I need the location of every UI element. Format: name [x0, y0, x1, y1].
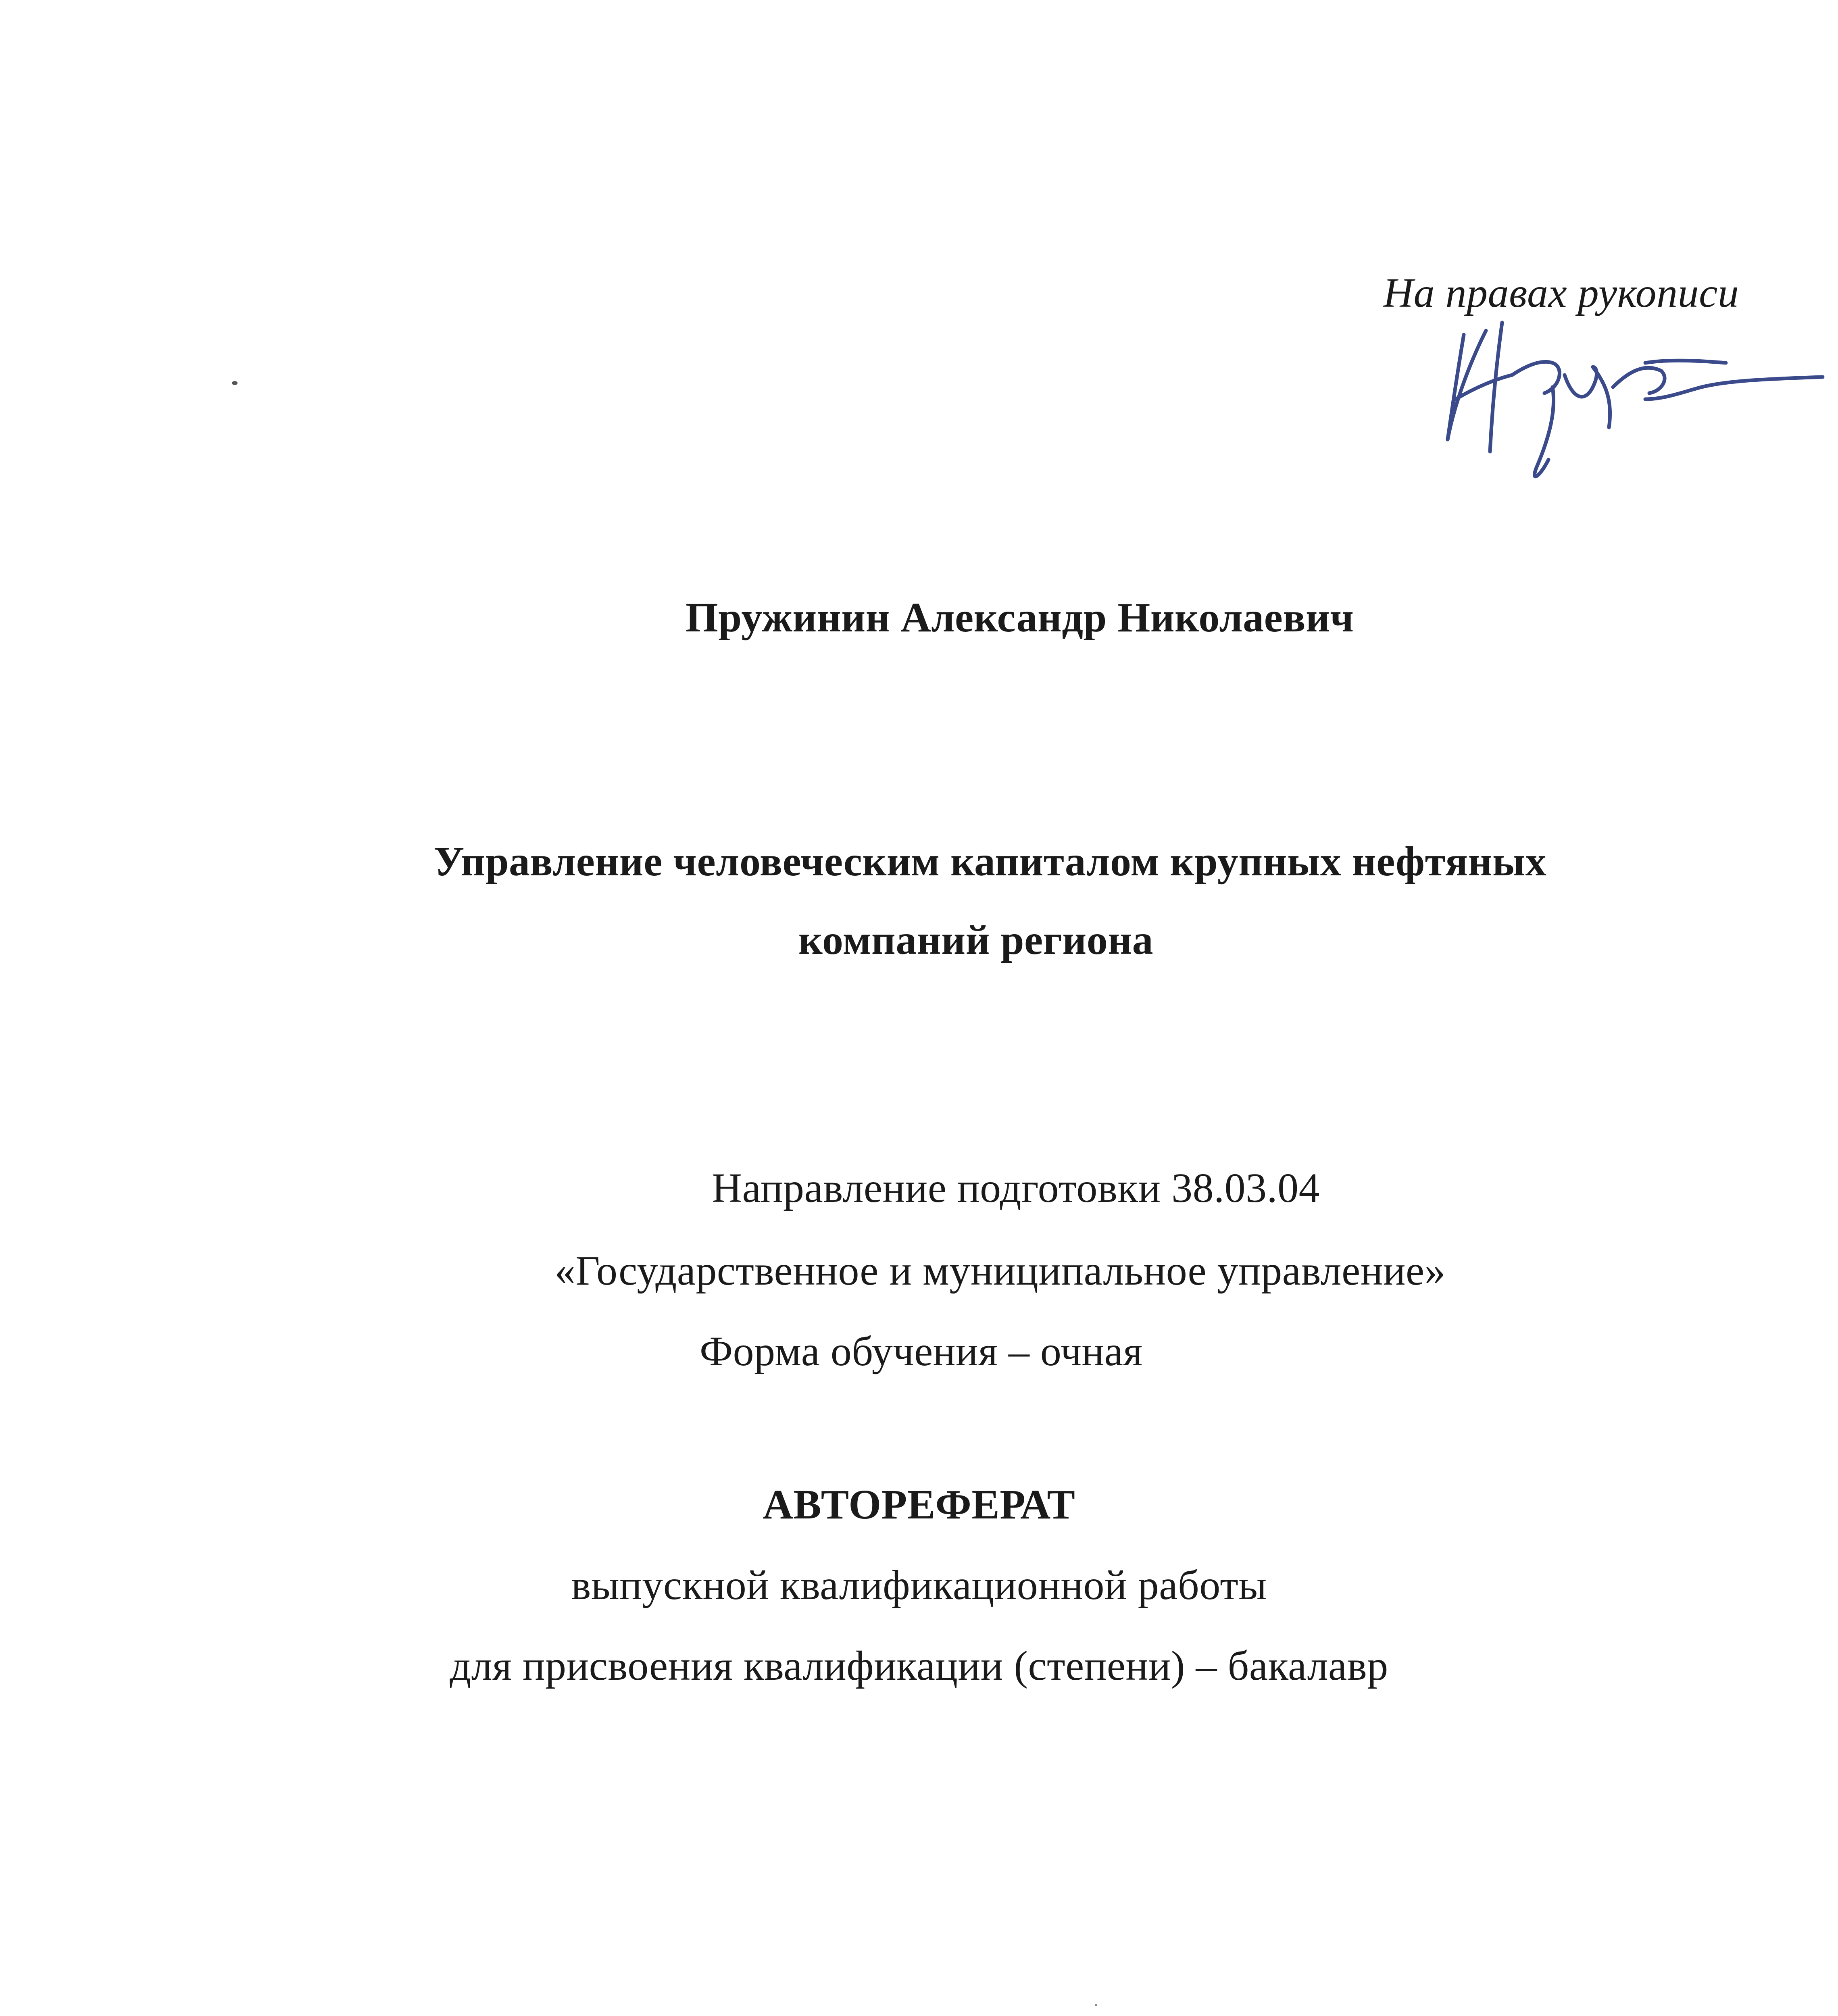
scan-speck — [232, 381, 238, 385]
author-name: Пружинин Александр Николаевич — [686, 594, 1354, 641]
thesis-title-line-1: Управление человеческим капиталом крупных нефтяных — [433, 838, 1547, 885]
rights-note: На правах рукописи — [1383, 270, 1739, 316]
study-form: Форма обучения – очная — [700, 1328, 1143, 1375]
document-type-heading: АВТОРЕФЕРАТ — [763, 1481, 1075, 1528]
program-name: «Государственное и муниципальное управление» — [554, 1248, 1446, 1294]
document-subtitle-2: для присвоения квалификации (степени) – бакалавр — [450, 1643, 1388, 1689]
signature-image — [1419, 306, 1831, 500]
training-direction: Направление подготовки 38.03.04 — [712, 1165, 1320, 1211]
thesis-title-line-2: компаний региона — [798, 917, 1154, 963]
document-subtitle-1: выпускной квалификационной работы — [571, 1562, 1267, 1608]
scan-speck — [1095, 2004, 1097, 2006]
